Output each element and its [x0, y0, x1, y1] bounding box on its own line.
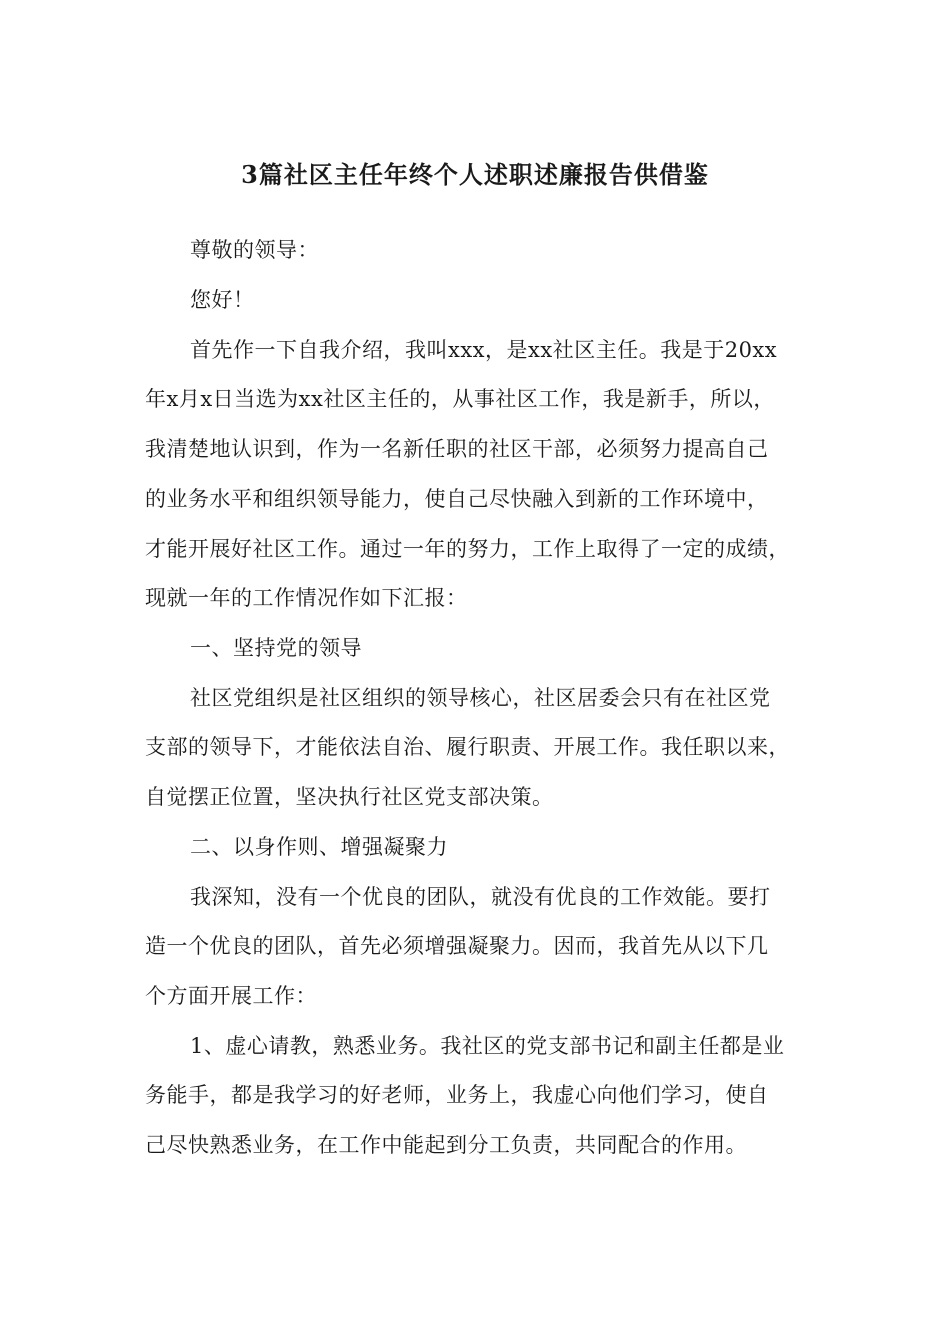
- item1-line-2: 务能手，都是我学习的好老师，业务上，我虚心向他们学习，使自: [145, 1083, 769, 1107]
- intro-line-6: 现就一年的工作情况作如下汇报：: [145, 586, 468, 610]
- section2-line-3: 个方面开展工作：: [145, 984, 317, 1008]
- section2-line-2: 造一个优良的团队，首先必须增强凝聚力。因而，我首先从以下几: [145, 934, 769, 958]
- item1-line-1: 1、虚心请教，熟悉业务。我社区的党支部书记和副主任都是业: [190, 1034, 785, 1058]
- greeting: 您好！: [190, 288, 255, 312]
- intro-line-3: 我清楚地认识到，作为一名新任职的社区干部，必须努力提高自己: [145, 437, 769, 461]
- salutation: 尊敬的领导：: [190, 238, 319, 262]
- intro-line-4: 的业务水平和组织领导能力，使自己尽快融入到新的工作环境中，: [145, 487, 769, 511]
- section2-heading: 二、以身作则、增强凝聚力: [190, 835, 448, 859]
- document-title: 3篇社区主任年终个人述职述廉报告供借鉴: [241, 160, 709, 189]
- section1-line-3: 自觉摆正位置，坚决执行社区党支部决策。: [145, 785, 554, 809]
- item1-line-3: 己尽快熟悉业务，在工作中能起到分工负责，共同配合的作用。: [145, 1133, 747, 1157]
- intro-line-5: 才能开展好社区工作。通过一年的努力，工作上取得了一定的成绩，: [145, 537, 790, 561]
- intro-line-2: 年x月x日当选为xx社区主任的，从事社区工作，我是新手，所以，: [145, 387, 775, 411]
- section1-heading: 一、坚持党的领导: [190, 636, 362, 660]
- intro-line-1: 首先作一下自我介绍，我叫xxx，是xx社区主任。我是于20xx: [190, 338, 778, 362]
- section1-line-2: 支部的领导下，才能依法自治、履行职责、开展工作。我任职以来，: [145, 735, 790, 759]
- section2-line-1: 我深知，没有一个优良的团队，就没有优良的工作效能。要打: [190, 885, 771, 909]
- section1-line-1: 社区党组织是社区组织的领导核心，社区居委会只有在社区党: [190, 686, 771, 710]
